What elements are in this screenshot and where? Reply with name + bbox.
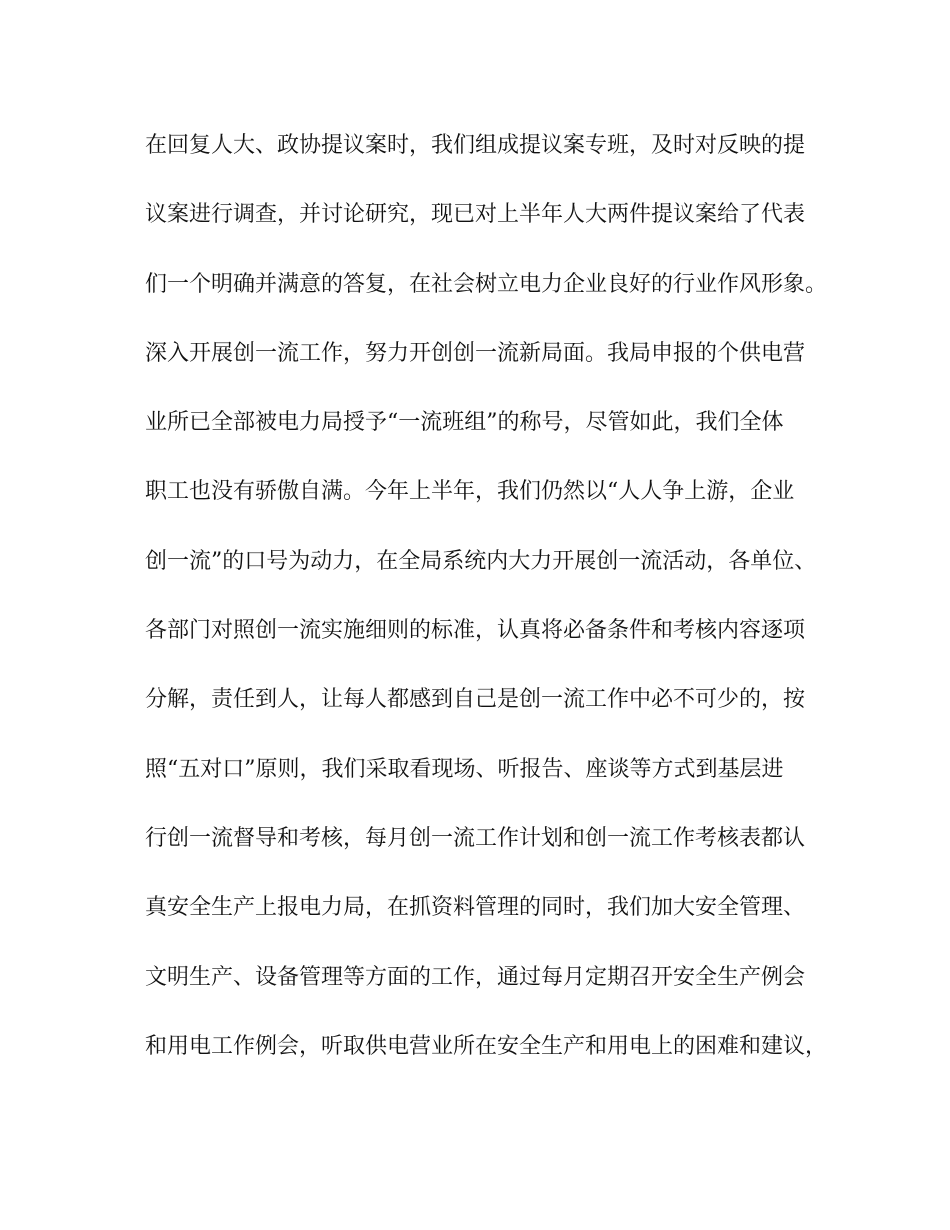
- text-line-9: 分解，责任到人，让每人都感到自己是创一流工作中必不可少的，按: [145, 687, 806, 713]
- text-line-4: 深入开展创一流工作，努力开创创一流新局面。我局申报的个供电营: [145, 340, 806, 366]
- text-line-11: 行创一流督导和考核，每月创一流工作计划和创一流工作考核表都认: [145, 825, 806, 851]
- text-line-5: 业所已全部被电力局授予“一流班组”的称号，尽管如此，我们全体: [145, 410, 784, 436]
- text-line-8: 各部门对照创一流实施细则的标准，认真将必备条件和考核内容逐项: [145, 618, 806, 644]
- text-line-2: 议案进行调查，并讨论研究，现已对上半年人大两件提议案给了代表: [145, 202, 806, 228]
- text-line-3: 们一个明确并满意的答复，在社会树立电力企业良好的行业作风形象。: [145, 271, 828, 297]
- text-line-7: 创一流”的口号为动力，在全局系统内大力开展创一流活动，各单位、: [145, 548, 817, 574]
- body-text: [145, 128, 828, 1098]
- text-line-10: 照“五对口”原则，我们采取看现场、听报告、座谈等方式到基层进: [145, 756, 784, 782]
- text-line-12: 真安全生产上报电力局，在抓资料管理的同时，我们加大安全管理、: [145, 895, 806, 921]
- text-line-13: 文明生产、设备管理等方面的工作，通过每月定期召开安全生产例会: [145, 964, 806, 990]
- text-line-14: 和用电工作例会，听取供电营业所在安全生产和用电上的困难和建议，: [145, 1033, 828, 1059]
- text-line-1: 在回复人大、政协提议案时，我们组成提议案专班，及时对反映的提: [145, 133, 806, 158]
- text-line-6: 职工也没有骄傲自满。今年上半年，我们仍然以“人人争上游，企业: [145, 479, 795, 505]
